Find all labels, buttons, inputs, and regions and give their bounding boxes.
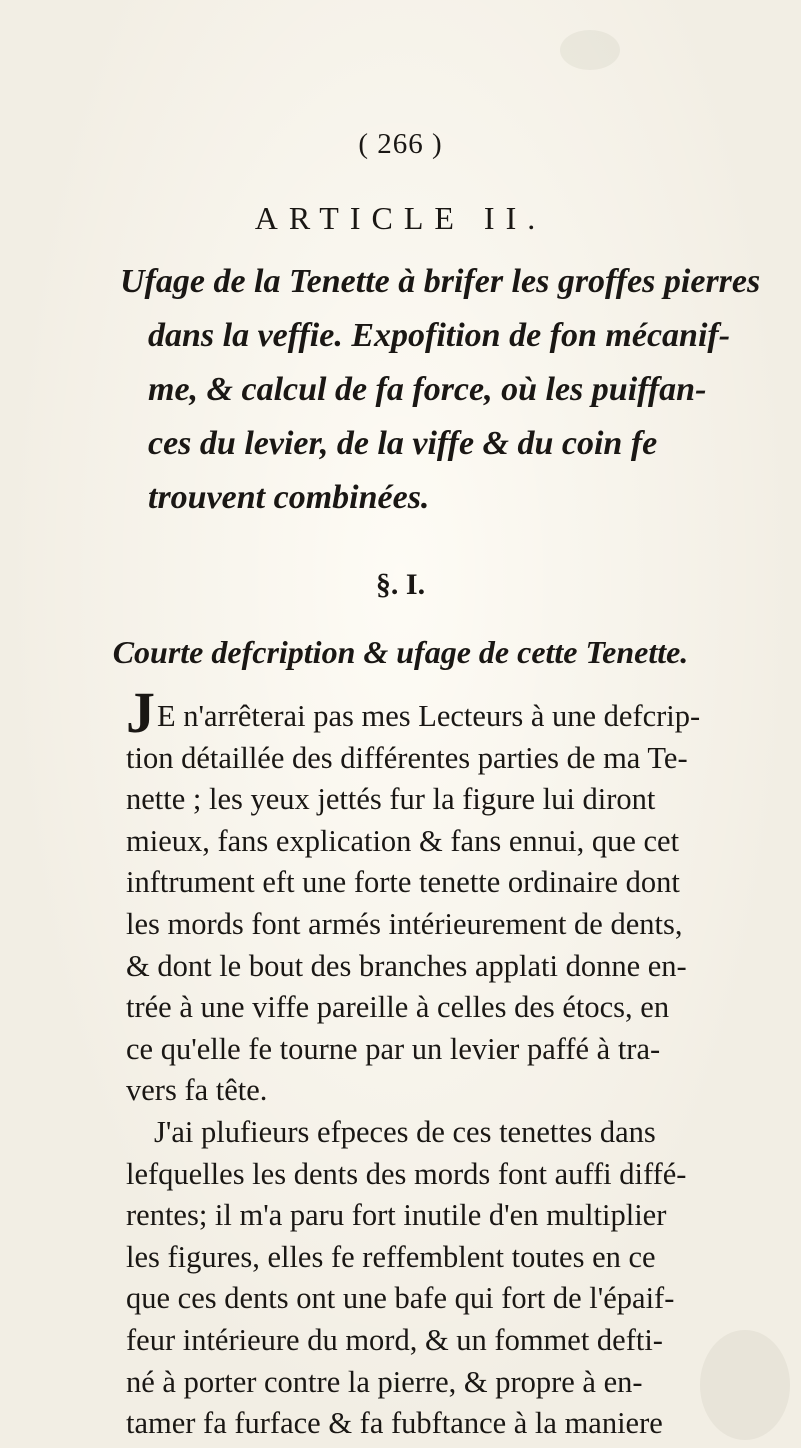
body-line: que ces dents ont une bafe qui fort de l'épaif- (126, 1281, 675, 1316)
body-line: ce qu'elle fe tourne par un levier paffé à tra- (126, 1031, 661, 1066)
section-title: Courte defcription & ufage de cette Tenette. (112, 634, 689, 670)
body-line: né à porter contre la pierre, & propre à en- (126, 1364, 643, 1399)
body-line: les figures, elles fe reffemblent toutes en ce (126, 1239, 656, 1274)
body-line: trée à une viffe pareille à celles des étocs, en (126, 990, 670, 1025)
body-line-text: E n'arrêterai pas mes Lecteurs à une defcrip- (157, 699, 701, 733)
body-line: les mords font armés intérieurement de dents, (126, 906, 683, 941)
body-line: inftrument eft une forte tenette ordinaire dont (126, 865, 680, 900)
article-heading: ARTICLE II. (254, 200, 547, 236)
subtitle-line: dans la veffie. Expofition de fon mécanif- (148, 317, 731, 354)
body-line: tion détaillée des différentes parties de ma Te- (126, 740, 688, 775)
body-text (126, 680, 766, 1445)
body-line: J'ai plufieurs efpeces de ces tenettes dans (154, 1114, 656, 1149)
subtitle-line: me, & calcul de fa force, où les puiffan- (148, 371, 707, 408)
body-line (126, 680, 766, 745)
body-line: rentes; il m'a paru fort inutile d'en multiplier (126, 1198, 667, 1233)
page-number: ( 266 ) (358, 128, 443, 160)
body-line: vers fa tête. (126, 1073, 268, 1108)
body-line: nette ; les yeux jettés fur la figure lui diront (126, 782, 656, 817)
subtitle-line: Ufage de la Tenette à brifer les groffes pierres (120, 263, 761, 300)
body-line: lefquelles les dents des mords font auffi diffé- (126, 1156, 687, 1191)
body-line: tamer fa furface & fa fubftance à la maniere (126, 1406, 663, 1441)
body-line: & dont le bout des branches applati donne en- (126, 948, 687, 983)
body-line: feur intérieure du mord, & un fommet defti- (126, 1322, 663, 1357)
paper-stain (560, 30, 620, 70)
subtitle-line: ces du levier, de la viffe & du coin fe (148, 425, 658, 462)
section-mark: §. I. (375, 568, 426, 601)
drop-cap: J (126, 680, 155, 745)
subtitle-line: trouvent combinées. (148, 479, 430, 516)
article-subtitle (120, 255, 800, 525)
body-line: mieux, fans explication & fans ennui, que cet (126, 823, 680, 858)
